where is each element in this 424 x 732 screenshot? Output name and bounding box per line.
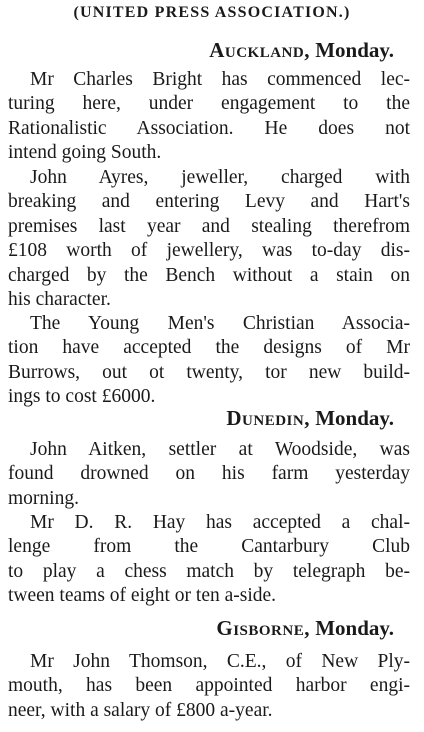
text-line: mouth, has been appointed harbor engi- <box>8 675 410 697</box>
agency-heading: (UNITED PRESS ASSOCIATION.) <box>73 4 351 21</box>
paragraph-ayres-jeweller <box>8 166 410 312</box>
text-line: turing here, under engagement to the <box>8 93 410 115</box>
text-line: found drowned on his farm yesterday <box>8 463 410 485</box>
paragraph-ymca-designs <box>8 312 410 410</box>
text-line: Mr John Thomson, C.E., of New Ply- <box>30 651 410 672</box>
text-line: premises last year and stealing therefrom <box>8 215 410 237</box>
text-line: his character. <box>8 289 111 311</box>
paragraph-chess-challenge <box>8 511 410 609</box>
dateline-dunedin <box>226 406 394 431</box>
text-line: The Young Men's Christian Associa- <box>30 313 410 334</box>
text-line: ings to cost £6000. <box>8 386 156 408</box>
text-line: tween teams of eight or ten a-side. <box>8 585 277 607</box>
dateline-gisborne <box>216 616 394 641</box>
dateline-place: Auckland, <box>209 38 310 62</box>
text-line: tion have accepted the designs of Mr <box>8 337 410 359</box>
text-line: neer, with a salary of £800 a-year. <box>8 699 273 721</box>
dateline-day: Monday. <box>315 38 394 62</box>
dateline-day: Monday. <box>315 406 394 430</box>
dateline-auckland <box>209 38 394 63</box>
text-line: Burrows, out ot twenty, tor new build- <box>8 361 410 383</box>
text-line: Mr Charles Bright has commenced lec- <box>30 69 410 90</box>
text-line: to play a chess match by telegraph be- <box>8 560 410 582</box>
text-line: morning. <box>8 487 79 509</box>
dateline-place: Gisborne, <box>216 616 310 640</box>
paragraph-thomson-harbor <box>8 650 410 723</box>
text-line: charged by the Bench without a stain on <box>8 264 410 286</box>
text-line: intend going South. <box>8 142 162 164</box>
paragraph-bright-lectures <box>8 68 410 166</box>
text-line: £108 worth of jewellery, was to-day dis- <box>8 240 410 262</box>
text-line: John Aitken, settler at Woodside, was <box>30 439 410 460</box>
text-line: John Ayres, jeweller, charged with <box>30 167 410 188</box>
dateline-place: Dunedin, <box>226 406 310 430</box>
text-line: lenge from the Cantarbury Club <box>8 536 410 558</box>
text-line: breaking and entering Levy and Hart's <box>8 191 410 213</box>
text-line: Mr D. R. Hay has accepted a chal- <box>30 512 410 533</box>
dateline-day: Monday. <box>315 616 394 640</box>
text-line: Rationalistic Association. He does not <box>8 117 410 139</box>
paragraph-aitken-drowned <box>8 438 410 511</box>
